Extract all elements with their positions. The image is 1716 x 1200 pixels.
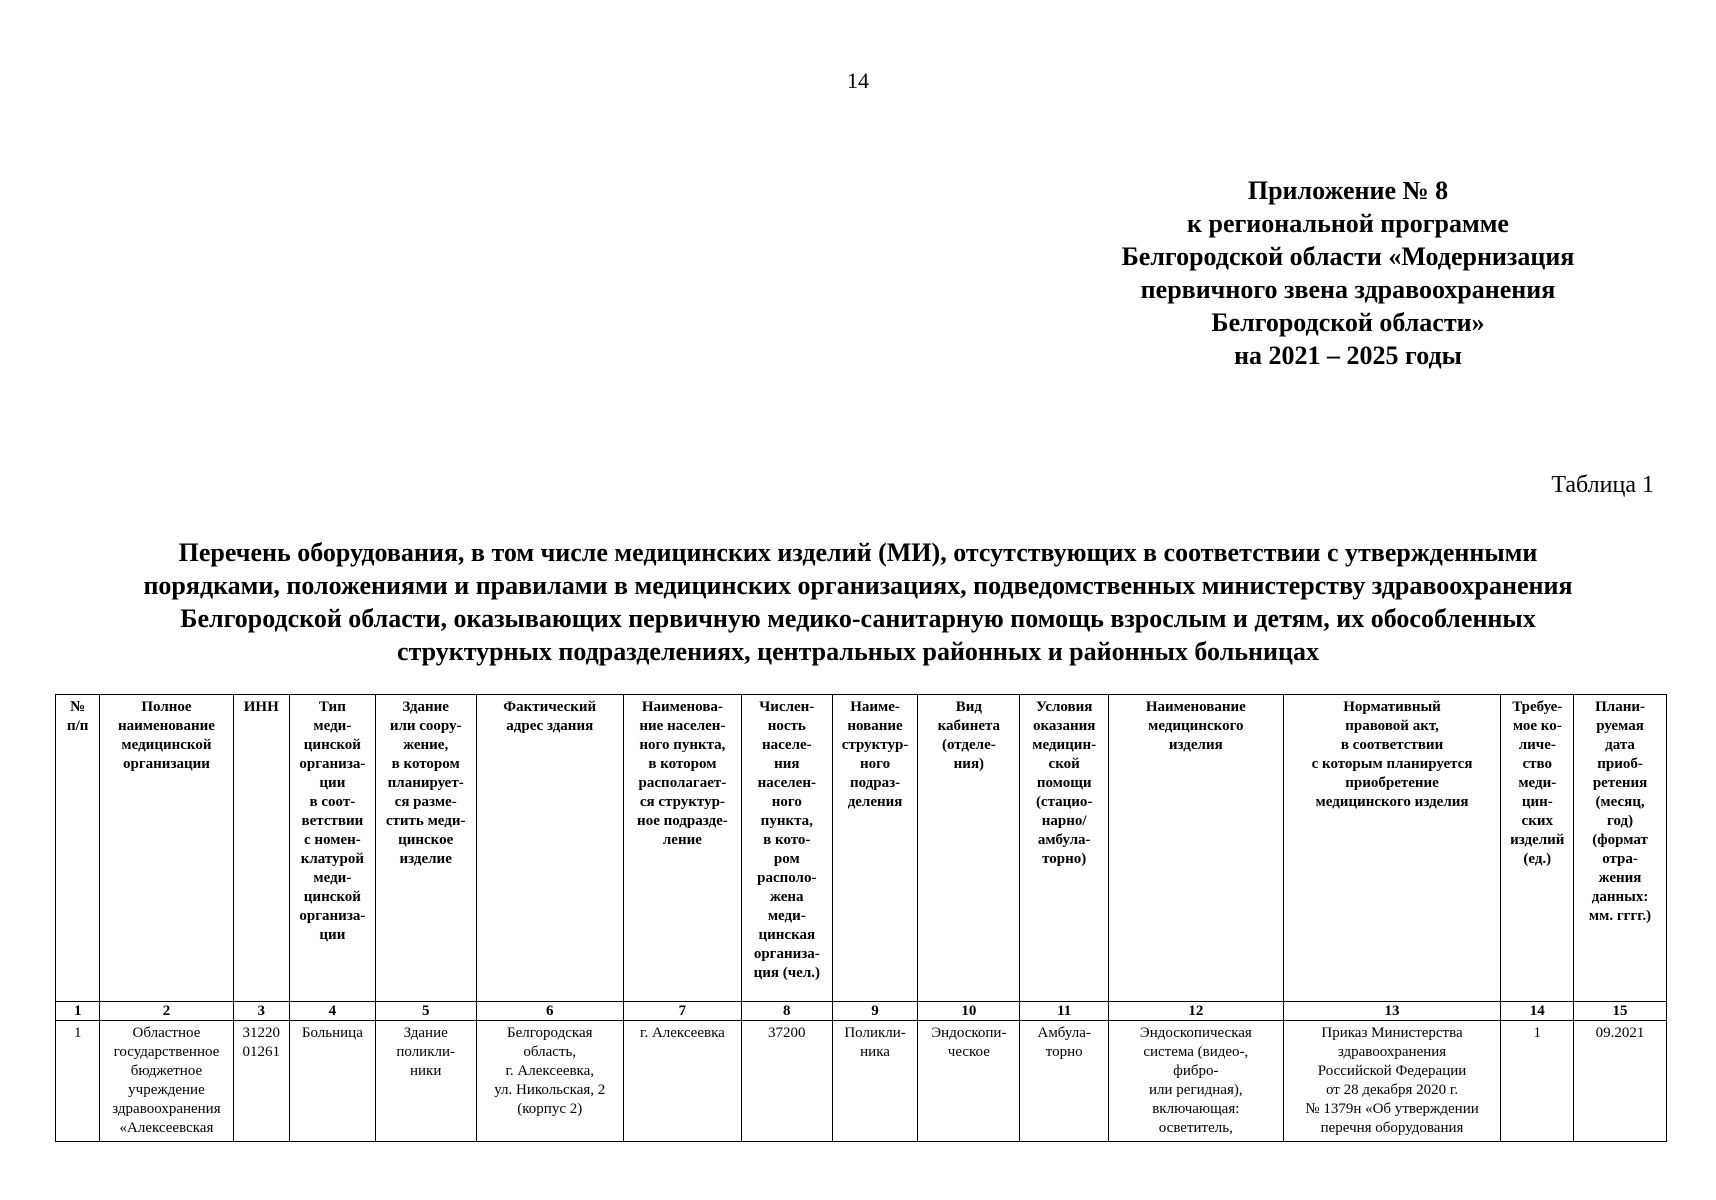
- purchase-date-cell: 09.2021: [1574, 1021, 1667, 1142]
- column-number: 9: [832, 1002, 918, 1021]
- column-header: Вид кабинета (отделе- ния): [918, 695, 1020, 1002]
- quantity-cell: 1: [1501, 1021, 1574, 1142]
- appendix-line: Белгородской области «Модернизация: [1121, 242, 1575, 271]
- appendix-line: первичного звена здравоохранения: [1140, 275, 1556, 304]
- page-number: 14: [847, 68, 869, 93]
- column-header: Наименова- ние населен- ного пункта, в котором располагает- ся структур- ное подразде- ление: [623, 695, 741, 1002]
- column-number: 3: [233, 1002, 289, 1021]
- care-conditions-cell: Амбула- торно: [1020, 1021, 1109, 1142]
- column-number: 15: [1574, 1002, 1667, 1021]
- column-number: 7: [623, 1002, 741, 1021]
- column-header: Условия оказания медицин- ской помощи (стацио- нарно/ амбула- торно): [1020, 695, 1109, 1002]
- appendix-line: к региональной программе: [1187, 209, 1509, 238]
- building-cell: Здание поликли- ники: [375, 1021, 476, 1142]
- column-number: 6: [476, 1002, 623, 1021]
- settlement-cell: г. Алексеевка: [623, 1021, 741, 1142]
- appendix-line: Приложение № 8: [1247, 176, 1449, 205]
- title-line: Перечень оборудования, в том числе медицинских изделий (МИ), отсутствующих в соответствии с утвержденными: [178, 538, 1538, 567]
- column-number: 8: [741, 1002, 832, 1021]
- column-header: ИНН: [233, 695, 289, 1002]
- appendix-line: Белгородской области»: [1211, 308, 1485, 337]
- column-number: 4: [290, 1002, 376, 1021]
- column-header: Нормативный правовой акт, в соответствии с которым планируется приобретение медицинского изделия: [1283, 695, 1501, 1002]
- column-number: 13: [1283, 1002, 1501, 1021]
- address-cell: Белгородская область, г. Алексеевка, ул. Никольская, 2 (корпус 2): [476, 1021, 623, 1142]
- column-number: 11: [1020, 1002, 1109, 1021]
- column-header: № п/п: [56, 695, 100, 1002]
- title-line: структурных подразделениях, центральных районных и районных больницах: [397, 637, 1319, 666]
- column-number: 14: [1501, 1002, 1574, 1021]
- equipment-table: [55, 694, 1667, 1142]
- column-number: 10: [918, 1002, 1020, 1021]
- column-header: Плани- руемая дата приоб- ретения (месяц, год) (формат отра- жения данных: мм. гггг.): [1574, 695, 1667, 1002]
- cabinet-type-cell: Эндоскопи- ческое: [918, 1021, 1020, 1142]
- column-header: Тип меди- цинской организа- ции в соот- ветствии с номен- клатурой меди- цинской организа- ции: [290, 695, 376, 1002]
- legal-act-cell: Приказ Министерства здравоохранения Российской Федерации от 28 декабря 2020 г. № 1379н «Об утверждении перечня оборудования: [1283, 1021, 1501, 1142]
- column-number: 2: [100, 1002, 233, 1021]
- title-line: Белгородской области, оказывающих первичную медико-санитарную помощь взрослым и детям, их обособленных: [180, 604, 1536, 633]
- population-cell: 37200: [741, 1021, 832, 1142]
- header-row: [56, 695, 1667, 1002]
- column-header: Здание или соору- жение, в котором планирует- ся разме- стить меди- цинское изделие: [375, 695, 476, 1002]
- organization-name-cell: Областное государственное бюджетное учреждение здравоохранения «Алексеевская: [100, 1021, 233, 1142]
- table-row: [56, 1021, 1667, 1142]
- document-title: [50, 536, 1666, 668]
- column-number: 1: [56, 1002, 100, 1021]
- subdivision-cell: Поликли- ника: [832, 1021, 918, 1142]
- appendix-heading: [1098, 174, 1598, 372]
- organization-type-cell: Больница: [290, 1021, 376, 1142]
- column-header: Требуе- мое ко- личе- ство меди- цин- ских изделий (ед.): [1501, 695, 1574, 1002]
- column-header: Фактический адрес здания: [476, 695, 623, 1002]
- column-header: Полное наименование медицинской организации: [100, 695, 233, 1002]
- column-number-row: [56, 1002, 1667, 1021]
- column-header: Наименование медицинского изделия: [1109, 695, 1284, 1002]
- appendix-line: на 2021 – 2025 годы: [1234, 341, 1462, 370]
- title-line: порядками, положениями и правилами в медицинских организациях, подведомственных министерству здравоохранения: [143, 571, 1573, 600]
- column-header: Числен- ность населе- ния населен- ного пункта, в кото- ром располо- жена меди- цинская организа- ция (чел.): [741, 695, 832, 1002]
- column-number: 5: [375, 1002, 476, 1021]
- column-header: Наиме- нование структур- ного подраз- деления: [832, 695, 918, 1002]
- table-label: Таблица 1: [1551, 472, 1654, 498]
- row-number-cell: 1: [56, 1021, 100, 1142]
- device-name-cell: Эндоскопическая система (видео-, фибро- или регидная), включающая: осветитель,: [1109, 1021, 1284, 1142]
- column-number: 12: [1109, 1002, 1284, 1021]
- inn-cell: 31220 01261: [233, 1021, 289, 1142]
